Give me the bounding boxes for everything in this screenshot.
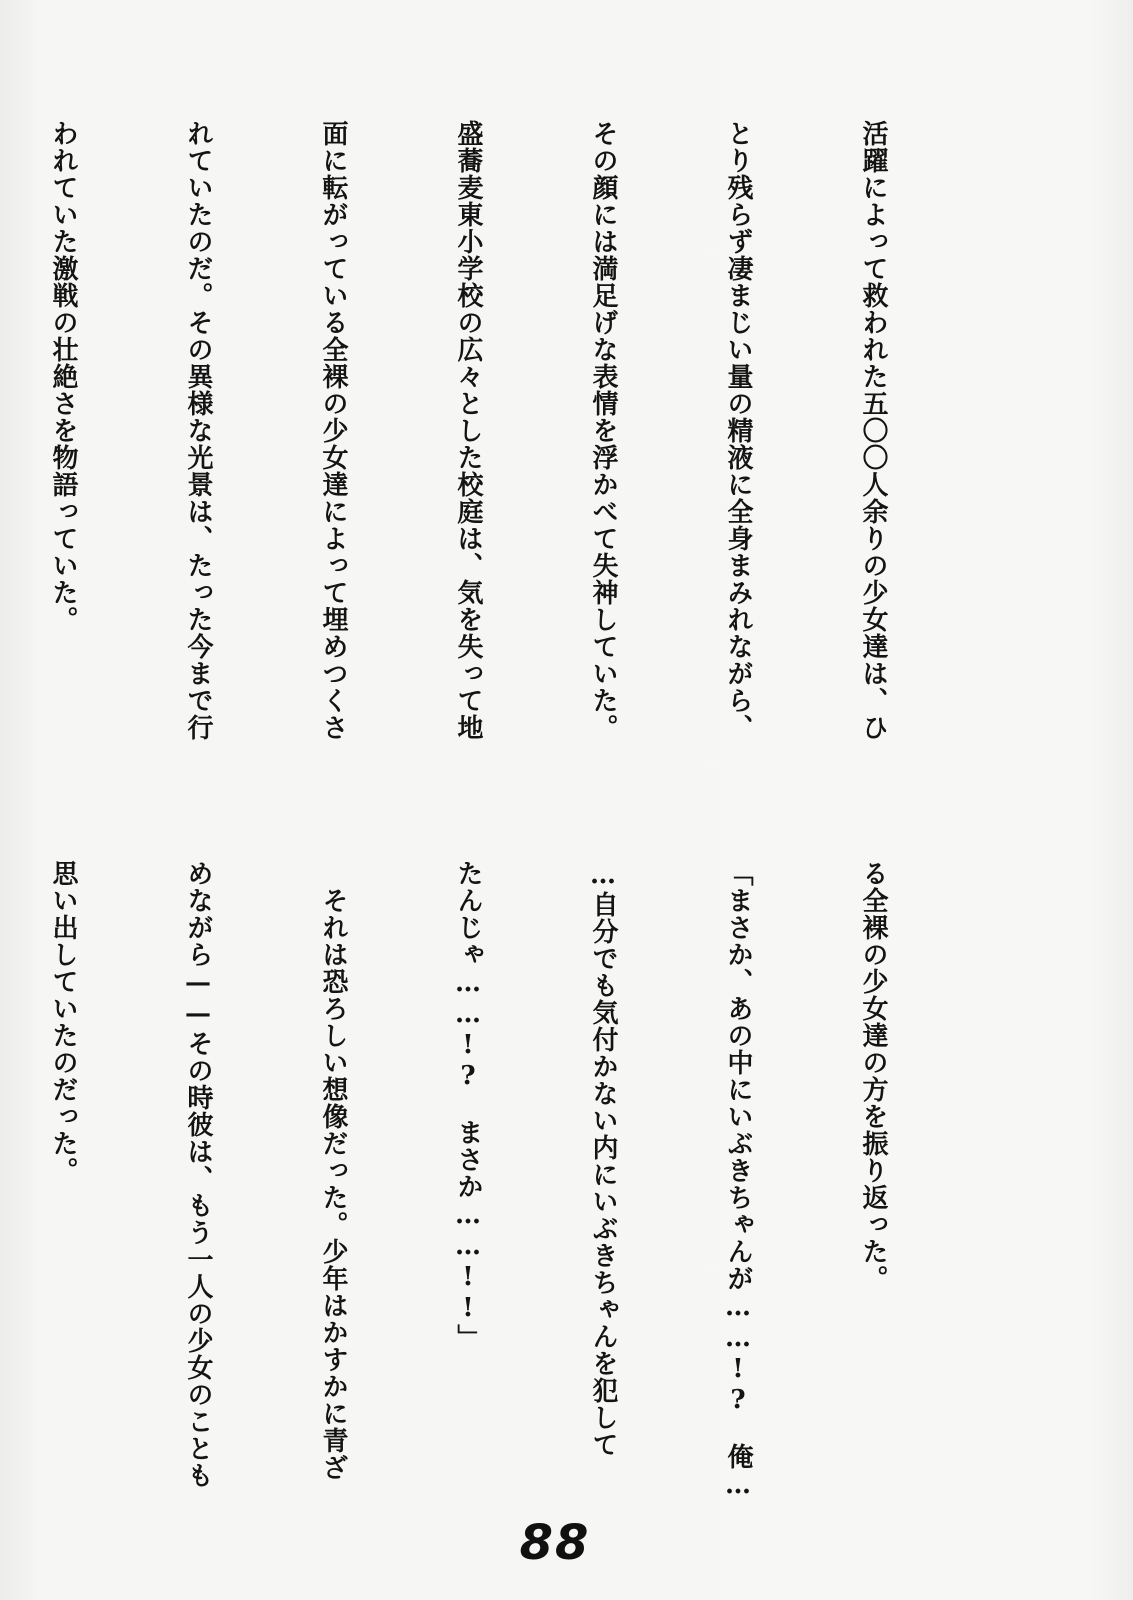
page-number: 88 bbox=[519, 1515, 591, 1571]
text-block-bottom bbox=[0, 860, 985, 1510]
text-column: 「まさか、あの中にいぶきちゃんが……!? 俺… bbox=[723, 860, 753, 1501]
text-column: その顔には満足げな表情を浮かべて失神していた。 bbox=[588, 120, 618, 741]
text-column: 面に転がっている全裸の少女達によって埋めつくさ bbox=[318, 120, 348, 741]
text-column: 活躍によって救われた五〇〇人余りの少女達は、ひ bbox=[858, 120, 888, 741]
text-block-top bbox=[0, 120, 985, 770]
text-column: めながら——その時彼は、もう一人の少女のことも bbox=[183, 860, 213, 1489]
text-column: たんじゃ……!? まさか……!!」 bbox=[453, 860, 483, 1351]
text-column: …自分でも気付かない内にいぶきちゃんを犯して bbox=[588, 860, 618, 1458]
text-column: われていた激戦の壮絶さを物語っていた。 bbox=[48, 120, 78, 633]
text-column: れていたのだ。その異様な光景は、たった今まで行 bbox=[183, 120, 213, 741]
text-column: それは恐ろしい想像だった。少年はかすかに青ざ bbox=[318, 860, 348, 1481]
text-column: とり残らず凄まじい量の精液に全身まみれながら、 bbox=[723, 120, 753, 741]
text-column: 盛蕎麦東小学校の広々とした校庭は、気を失って地 bbox=[453, 120, 483, 741]
text-column: る全裸の少女達の方を振り返った。 bbox=[858, 860, 888, 1292]
text-column: 思い出していたのだった。 bbox=[48, 860, 78, 1184]
